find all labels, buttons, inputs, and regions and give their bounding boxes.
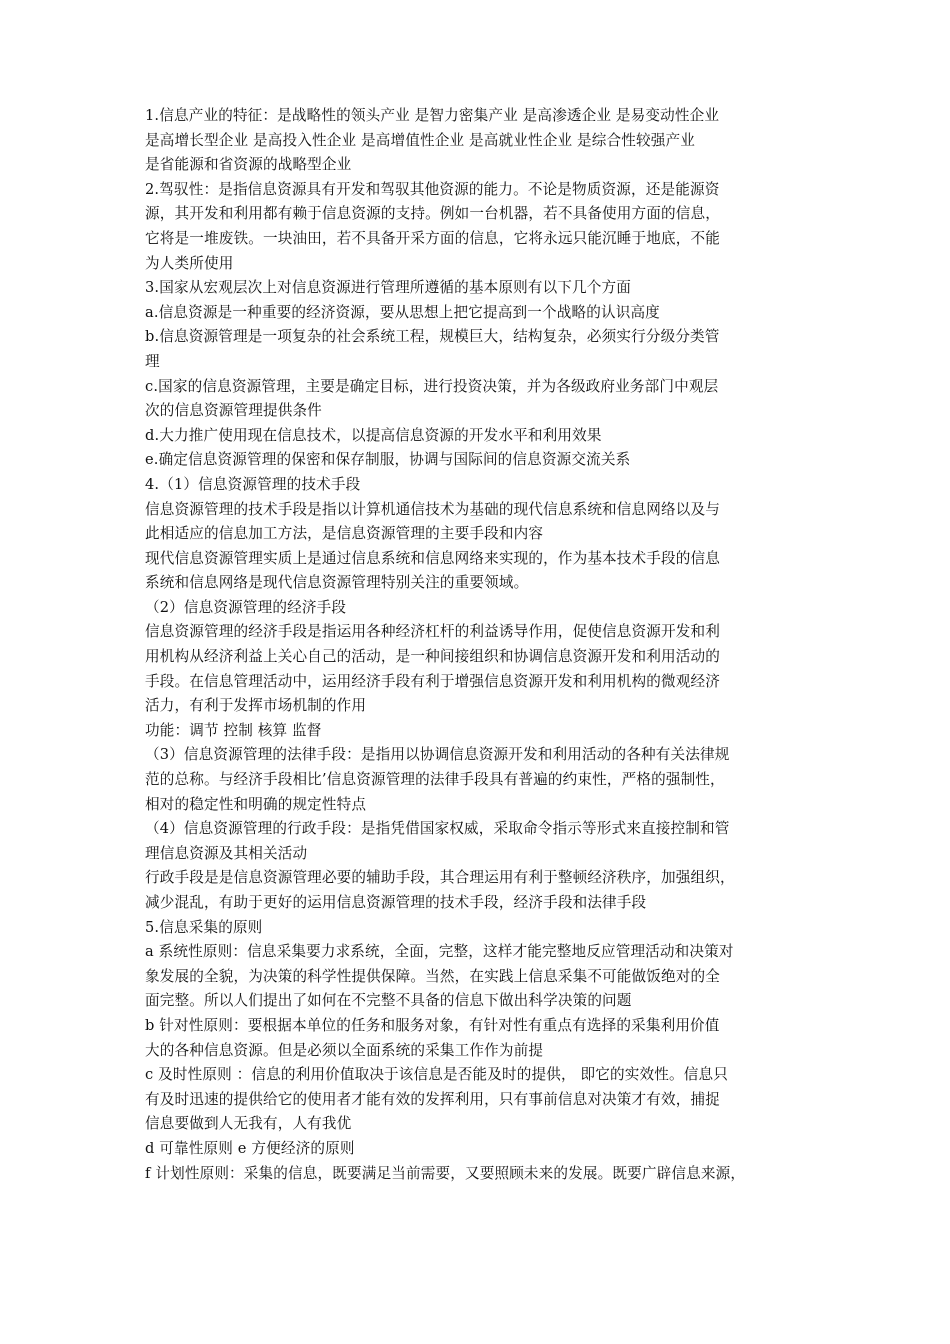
text-line: 是高增长型企业 是高投入性企业 是高增值性企业 是高就业性企业 是综合性较强产业 xyxy=(145,131,695,149)
text-line: 用机构从经济利益上关心自己的活动，是一种间接组织和协调信息资源开发和利用活动的 xyxy=(145,648,721,666)
text-line: 次的信息资源管理提供条件 xyxy=(145,402,322,420)
text-line: 源，其开发和利用都有赖于信息资源的支持。例如一台机器，若不具备使用方面的信息， xyxy=(145,205,721,223)
text-line: 功能：调节 控制 核算 监督 xyxy=(145,721,322,739)
text-line: 理 xyxy=(145,352,160,370)
text-line: c 及时性原则 ：信息的利用价值取决于该信息是否能及时的提供， 即它的实效性。信息只 xyxy=(145,1066,728,1084)
text-line: 活力，有利于发挥市场机制的作用 xyxy=(145,697,367,715)
text-line: 象发展的全貌，为决策的科学性提供保障。当然，在实践上信息采集不可能做饭绝对的全 xyxy=(145,967,721,985)
text-line: 减少混乱，有助于更好的运用信息资源管理的技术手段，经济手段和法律手段 xyxy=(145,894,647,911)
text-line: 系统和信息网络是现代信息资源管理特别关注的重要领域。 xyxy=(145,574,529,592)
text-line: b.信息资源管理是一项复杂的社会系统工程，规模巨大，结构复杂，必须实行分级分类管 xyxy=(145,328,720,346)
text-line: e.确定信息资源管理的保密和保存制服，协调与国际间的信息资源交流关系 xyxy=(145,451,631,469)
text-line: 2.驾驭性：是指信息资源具有开发和驾驭其他资源的能力。不论是物质资源，还是能源资 xyxy=(145,180,720,198)
text-line: 行政手段是是信息资源管理必要的辅助手段，其合理运用有利于整顿经济秩序，加强组织， xyxy=(145,869,735,887)
text-line: 面完整。所以人们提出了如何在不完整不具备的信息下做出科学决策的问题 xyxy=(145,992,632,1010)
text-line: 1.信息产业的特征：是战略性的领头产业 是智力密集产业 是高渗透企业 是易变动性企业 xyxy=(145,107,720,124)
text-line: 范的总称。与经济手段相比’信息资源管理的法律手段具有普遍的约束性，严格的强制性， xyxy=(145,771,725,789)
text-line: 为人类所使用 xyxy=(145,254,234,272)
text-line: d 可靠性原则 e 方便经济的原则 xyxy=(145,1139,355,1157)
text-line: 是省能源和省资源的战略型企业 xyxy=(145,156,352,174)
text-line: 信息要做到人无我有，人有我优 xyxy=(145,1115,352,1133)
text-line: 手段。在信息管理活动中，运用经济手段有利于增强信息资源开发和利用机构的微观经济 xyxy=(145,672,721,690)
text-line: 3.国家从宏观层次上对信息资源进行管理所遵循的基本原则有以下几个方面 xyxy=(145,279,632,297)
text-line: 5.信息采集的原则 xyxy=(145,918,263,936)
text-line: 相对的稳定性和明确的规定性特点 xyxy=(145,795,367,813)
text-line: （2）信息资源管理的经济手段 xyxy=(145,598,347,616)
document-body xyxy=(145,104,817,1186)
text-line: 现代信息资源管理实质上是通过信息系统和信息网络来实现的，作为基本技术手段的信息 xyxy=(145,549,721,567)
text-line: 有及时迅速的提供给它的使用者才能有效的发挥利用，只有事前信息对决策才有效，捕捉 xyxy=(145,1090,721,1108)
text-line: f 计划性原则：采集的信息，既要满足当前需要，又要照顾未来的发展。既要广辟信息来源， xyxy=(145,1164,746,1182)
text-line: d.大力推广使用现在信息技术，以提高信息资源的开发水平和利用效果 xyxy=(145,426,602,444)
text-line: b 针对性原则：要根据本单位的任务和服务对象，有针对性有重点有选择的采集利用价值 xyxy=(145,1016,720,1034)
text-line: 理信息资源及其相关活动 xyxy=(145,844,308,862)
text-line: 信息资源管理的技术手段是指以计算机通信技术为基础的现代信息系统和信息网络以及与 xyxy=(145,500,721,518)
text-line: （4）信息资源管理的行政手段：是指凭借国家权威，采取命令指示等形式来直接控制和管 xyxy=(145,820,730,838)
text-line: a.信息资源是一种重要的经济资源，要从思想上把它提高到一个战略的认识高度 xyxy=(145,303,660,321)
text-line: （3）信息资源管理的法律手段：是指用以协调信息资源开发和利用活动的各种有关法律规 xyxy=(145,746,730,764)
text-line: a 系统性原则：信息采集要力求系统，全面，完整，这样才能完整地反应管理活动和决策对 xyxy=(145,943,734,961)
text-line: 它将是一堆废铁。一块油田，若不具备开采方面的信息，它将永远只能沉睡于地底，不能 xyxy=(145,229,721,247)
text-line: c.国家的信息资源管理，主要是确定目标，进行投资决策，并为各级政府业务部门中观层 xyxy=(145,377,719,395)
text-line: 信息资源管理的经济手段是指运用各种经济杠杆的利益诱导作用，促使信息资源开发和利 xyxy=(145,623,721,641)
text-line: 此相适应的信息加工方法，是信息资源管理的主要手段和内容 xyxy=(145,525,544,543)
text-line: 大的各种信息资源。但是必须以全面系统的采集工作作为前提 xyxy=(145,1041,544,1059)
text-line: 4.（1）信息资源管理的技术手段 xyxy=(145,475,361,493)
